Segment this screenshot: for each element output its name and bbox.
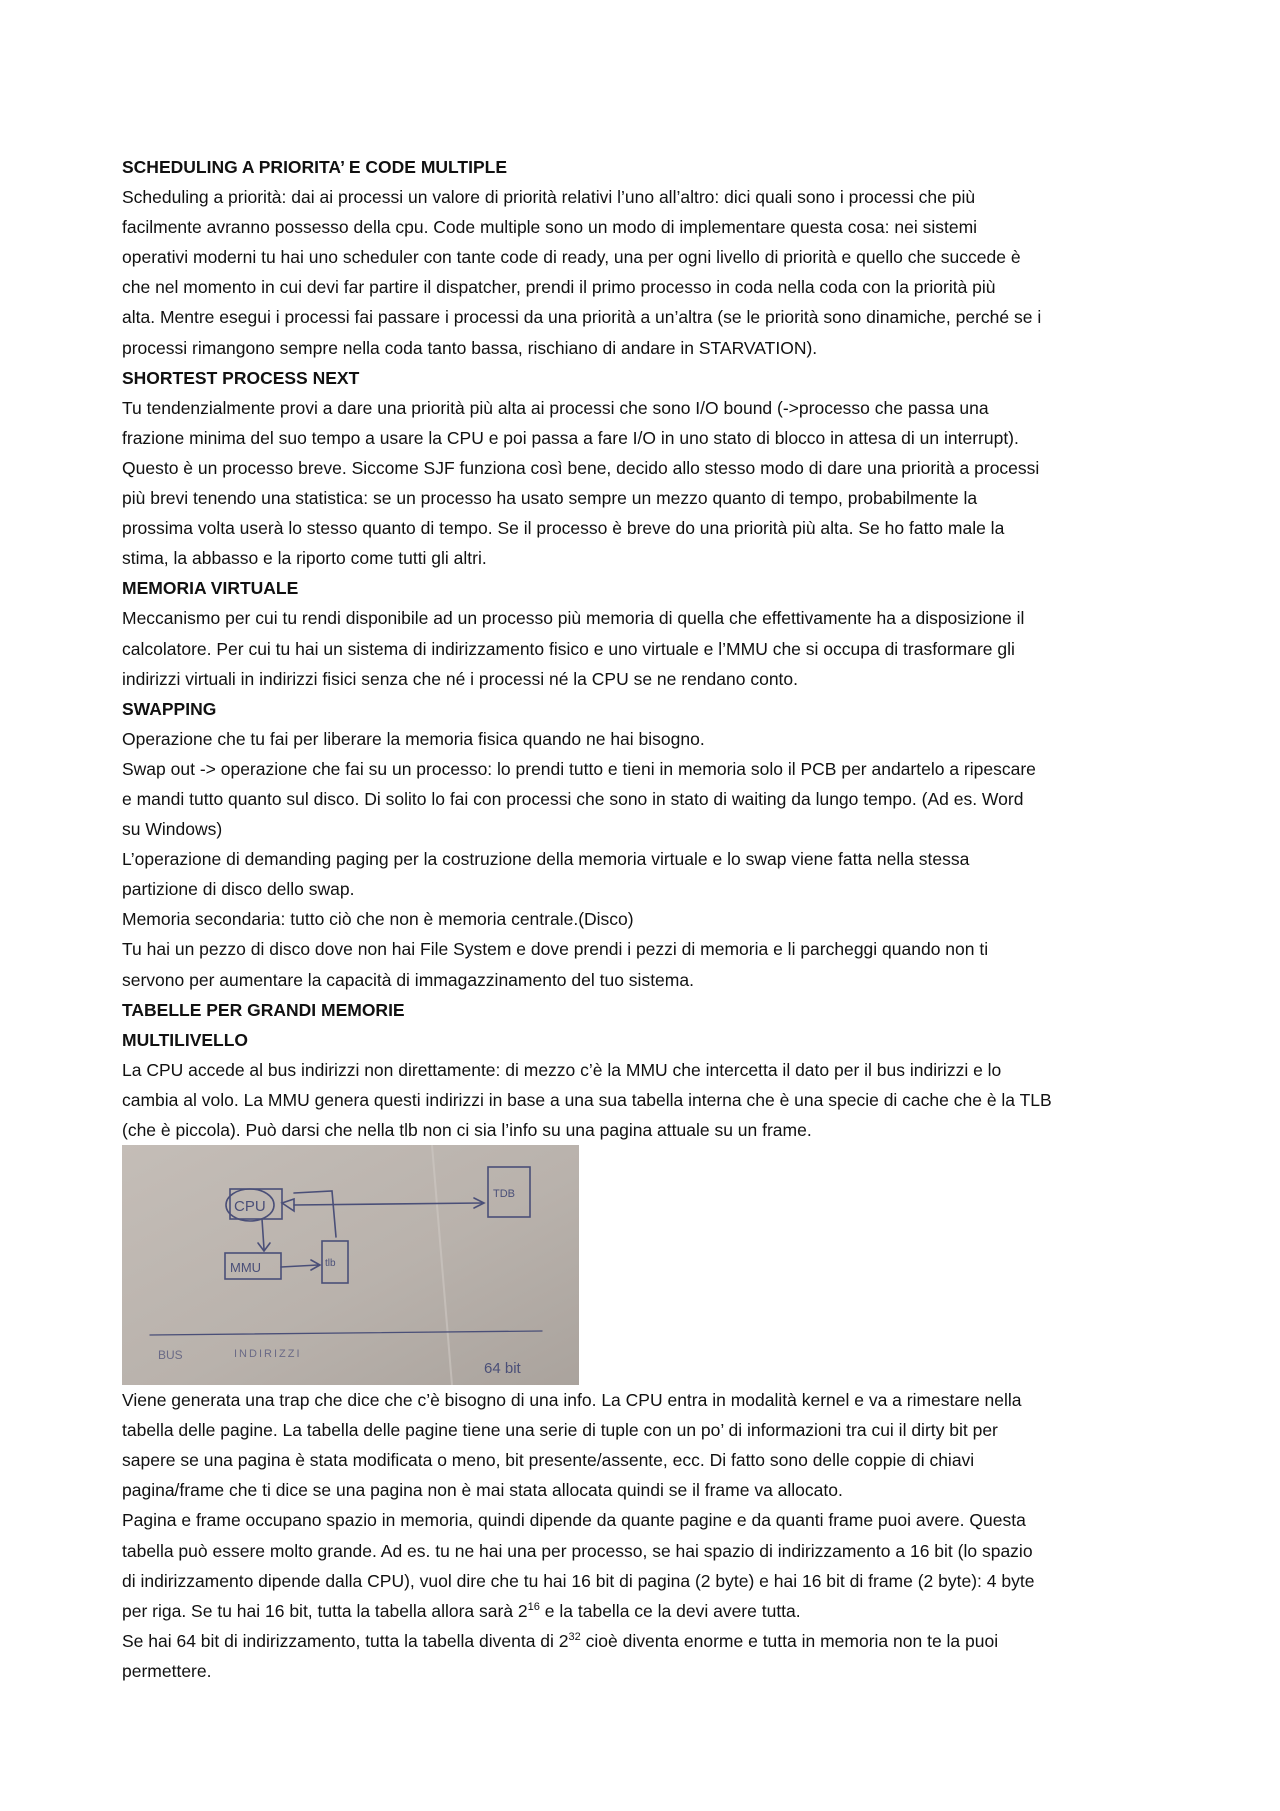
paragraph-line: più brevi tenendo una statistica: se un processo ha usato sempre un mezzo quanto di tempo, probabilmente la xyxy=(122,488,978,509)
label-mmu: MMU xyxy=(230,1260,262,1276)
paragraph-line: tabella può essere molto grande. Ad es. tu ne hai una per processo, se hai spazio di indirizzamento a 16 bit (lo spazio xyxy=(122,1540,1033,1561)
paragraph-line: Meccanismo per cui tu rendi disponibile ad un processo più memoria di quella che effettivamente ha a disposizione il xyxy=(122,608,1025,629)
paragraph-line: prossima volta userà lo stesso quanto di tempo. Se il processo è breve do una priorità più alta. Se ho fatto male la xyxy=(122,518,1005,539)
paragraph-line: cambia al volo. La MMU genera questi indirizzi in base a una sua tabella interna che è una specie di cache che è la TLB xyxy=(122,1089,1052,1110)
paragraph-line: sapere se una pagina è stata modificata o meno, bit presente/assente, ecc. Di fatto sono delle coppie di chiavi xyxy=(122,1450,975,1471)
exponent-32: 32 xyxy=(568,1631,581,1644)
text-64bit-pre: Se hai 64 bit di indirizzamento, tutta la tabella diventa di 2 xyxy=(122,1630,569,1651)
paragraph-line: su Windows) xyxy=(122,819,223,840)
paragraph-line: che nel momento in cui devi far partire il dispatcher, prendi il primo processo in coda nella coda con la priorità più xyxy=(122,277,996,298)
paragraph-line: e mandi tutto quanto sul disco. Di solito lo fai con processi che sono in stato di waiting da lungo tempo. (Ad es. Word xyxy=(122,788,1024,809)
paragraph-line: (che è piccola). Può darsi che nella tlb non ci sia l’info su una pagina attuale su un frame. xyxy=(122,1120,812,1140)
label-tlb: tlb xyxy=(325,1258,336,1270)
handwritten-mmu-diagram-photo xyxy=(122,1145,579,1385)
paragraph-line-16bit xyxy=(122,1596,1162,1626)
heading-scheduling: SCHEDULING A PRIORITA’ E CODE MULTIPLE xyxy=(122,157,508,177)
heading-multilivello: MULTILIVELLO xyxy=(122,1029,249,1050)
paragraph-line: Questo è un processo breve. Siccome SJF funziona così bene, decido allo stesso modo di dare una priorità a processi xyxy=(122,457,1040,478)
paragraph-line: Tu tendenzialmente provi a dare una priorità più alta ai processi che sono I/O bound (->processo che passa una xyxy=(122,397,989,418)
paragraph-line: alta. Mentre esegui i processi fai passare i processi da una priorità a un’altra (se le priorità sono dinamiche, perché se i xyxy=(122,307,1042,328)
paragraph-line: stima, la abbasso e la riporto come tutti gli altri. xyxy=(122,548,487,569)
paragraph-line: di indirizzamento dipende dalla CPU), vuol dire che tu hai 16 bit di pagina (2 byte) e hai 16 bit di frame (2 byte): 4 byte xyxy=(122,1570,1035,1591)
paragraph-line: facilmente avranno possesso della cpu. Code multiple sono un modo di implementare questa cosa: nei sistemi xyxy=(122,217,978,238)
paragraph-line-64bit xyxy=(122,1626,1162,1656)
paragraph-line: Memoria secondaria: tutto ciò che non è memoria centrale.(Disco) xyxy=(122,909,634,930)
label-bus: BUS xyxy=(158,1348,183,1363)
paragraph-line: permettere. xyxy=(122,1660,212,1681)
paragraph-line: Pagina e frame occupano spazio in memoria, quindi dipende da quante pagine e da quanti frame puoi avere. Questa xyxy=(122,1510,1026,1531)
paragraph-line: pagina/frame che ti dice se una pagina non è mai stata allocata quindi se il frame va allocato. xyxy=(122,1480,843,1501)
text-64bit-post: cioè diventa enorme e tutta in memoria non te la puoi xyxy=(580,1630,999,1651)
paragraph-line: indirizzi virtuali in indirizzi fisici senza che né i processi né la CPU se ne rendano conto. xyxy=(122,668,799,689)
paragraph-line: La CPU accede al bus indirizzi non direttamente: di mezzo c’è la MMU che intercetta il dato per il bus indirizzi e lo xyxy=(122,1059,1002,1080)
diagram-sketch xyxy=(122,1145,579,1385)
label-indirizzi: INDIRIZZI xyxy=(234,1348,302,1361)
paragraph-line: Tu hai un pezzo di disco dove non hai File System e dove prendi i pezzi di memoria e li parcheggi quando non ti xyxy=(122,939,989,960)
paragraph-line: operativi moderni tu hai uno scheduler con tante code di ready, una per ogni livello di priorità e quello che succede è xyxy=(122,247,1021,268)
label-64bit: 64 bit xyxy=(484,1360,521,1378)
heading-tabelle-grandi-memorie: TABELLE PER GRANDI MEMORIE xyxy=(122,999,405,1020)
text-16bit-pre: per riga. Se tu hai 16 bit, tutta la tabella allora sarà 2 xyxy=(122,1600,528,1621)
text-16bit-post: e la tabella ce la devi avere tutta. xyxy=(539,1600,801,1621)
exponent-16: 16 xyxy=(527,1600,540,1613)
paragraph-line: L’operazione di demanding paging per la costruzione della memoria virtuale e lo swap viene fatta nella stessa xyxy=(122,849,970,870)
paragraph-line: partizione di disco dello swap. xyxy=(122,879,355,900)
heading-shortest-process-next: SHORTEST PROCESS NEXT xyxy=(122,367,360,388)
label-tdb: TDB xyxy=(493,1188,515,1201)
paragraph-line: Swap out -> operazione che fai su un processo: lo prendi tutto e tieni in memoria solo il PCB per andartelo a ripescare xyxy=(122,758,1036,779)
paragraph-line: processi rimangono sempre nella coda tanto bassa, rischiano di andare in STARVATION). xyxy=(122,337,818,358)
heading-swapping: SWAPPING xyxy=(122,698,217,719)
heading-memoria-virtuale: MEMORIA VIRTUALE xyxy=(122,578,299,599)
paragraph-line: calcolatore. Per cui tu hai un sistema di indirizzamento fisico e uno virtuale e l’MMU che si occupa di trasformare gli xyxy=(122,638,1015,659)
paragraph-line: Viene generata una trap che dice che c’è bisogno di una info. La CPU entra in modalità kernel e va a rimestare nella xyxy=(122,1390,1022,1411)
label-cpu: CPU xyxy=(234,1198,266,1216)
paragraph-line: frazione minima del suo tempo a usare la CPU e poi passa a fare I/O in uno stato di blocco in attesa di un interrupt). xyxy=(122,427,1019,448)
paragraph-line: Operazione che tu fai per liberare la memoria fisica quando ne hai bisogno. xyxy=(122,728,705,749)
paragraph-line: servono per aumentare la capacità di immagazzinamento del tuo sistema. xyxy=(122,969,694,990)
document-page xyxy=(122,152,1162,1686)
paragraph-line: Scheduling a priorità: dai ai processi un valore di priorità relativi l’uno all’altro: dici quali sono i processi che più xyxy=(122,187,976,208)
paragraph-line: tabella delle pagine. La tabella delle pagine tiene una serie di tuple con un po’ di informazioni tra cui il dirty bit per xyxy=(122,1420,998,1441)
